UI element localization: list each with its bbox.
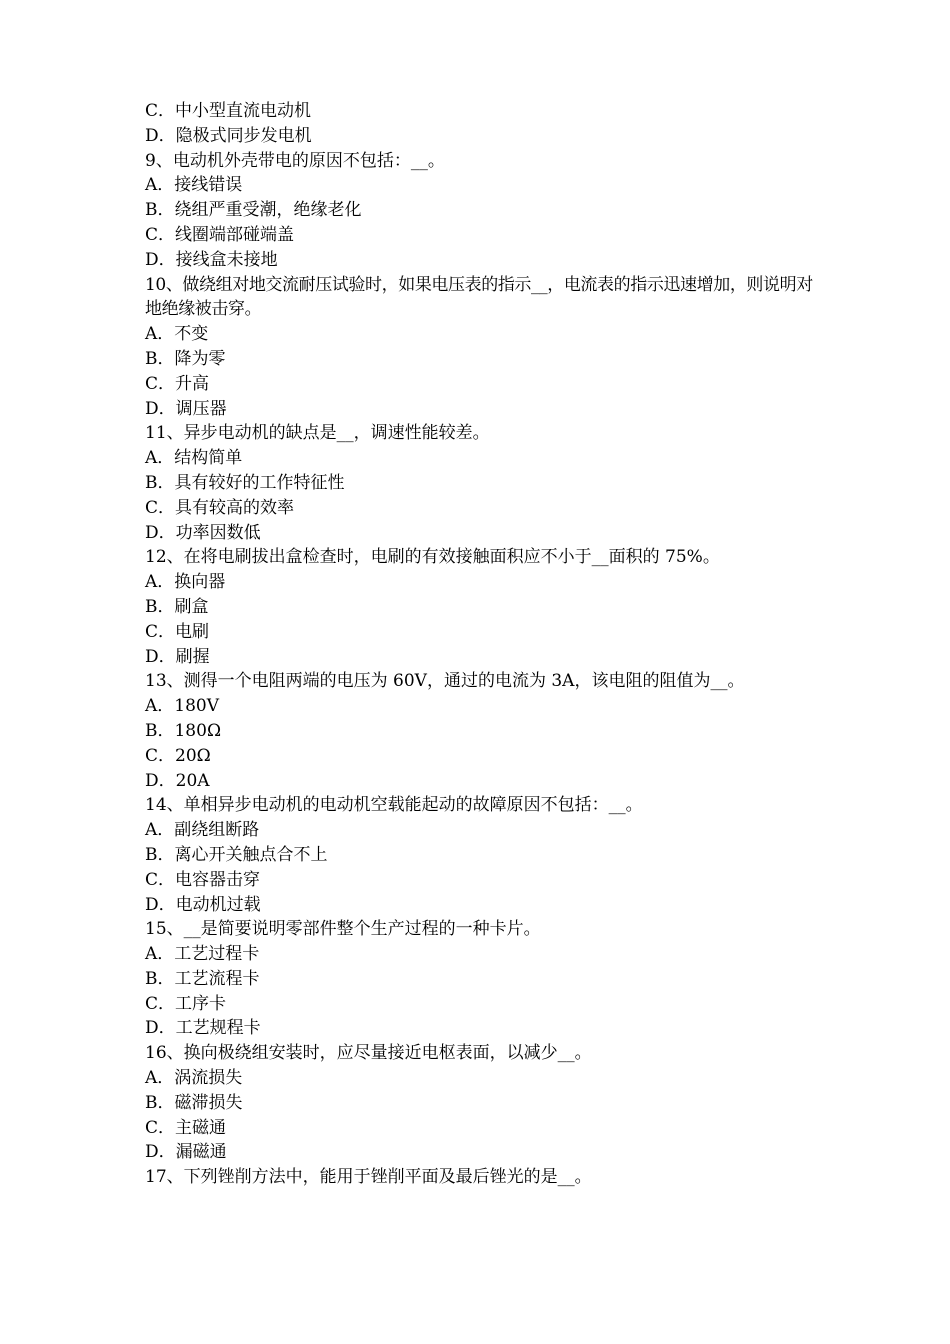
question-line: 16、换向极绕组安装时，应尽量接近电枢表面，以减少__。 (145, 1043, 592, 1064)
question-line: 13、测得一个电阻两端的电压为 60V，通过的电流为 3A，该电阻的阻值为__。 (145, 671, 745, 692)
option-line: B．离心开关触点合不上 (145, 844, 328, 865)
option-line: C．主磁通 (145, 1117, 227, 1138)
option-line: A．接线错误 (145, 175, 243, 196)
question-line: 15、__是简要说明零部件整个生产过程的一种卡片。 (145, 919, 541, 940)
option-line: D．功率因数低 (145, 522, 261, 543)
option-line: B．刷盒 (145, 596, 209, 617)
option-line: B．具有较好的工作特征性 (145, 472, 345, 493)
option-line: D．工艺规程卡 (145, 1018, 261, 1039)
option-line: C．电刷 (145, 621, 210, 642)
option-line: B．磁滞损失 (145, 1092, 243, 1113)
option-line: B．工艺流程卡 (145, 968, 260, 989)
option-line: D．调压器 (145, 398, 227, 419)
option-line: C．20Ω (145, 745, 211, 766)
question-line: 10、做绕组对地交流耐压试验时，如果电压表的指示__，电流表的指示迅速增加，则说明对地绝缘被击穿。 (145, 274, 813, 320)
question-line: 17、下列锉削方法中，能用于锉削平面及最后锉光的是__。 (145, 1167, 592, 1188)
option-line: A．副绕组断路 (145, 820, 260, 841)
option-line: C．升高 (145, 373, 210, 394)
option-line: D．20A (145, 770, 210, 791)
option-line: B．绕组严重受潮，绝缘老化 (145, 200, 362, 221)
question-line: 11、异步电动机的缺点是__，调速性能较差。 (145, 423, 490, 444)
option-line: D．隐极式同步发电机 (145, 125, 312, 146)
option-line: B．180Ω (145, 720, 222, 741)
option-line: A．涡流损失 (145, 1068, 243, 1089)
option-line: D．接线盒未接地 (145, 249, 278, 270)
option-line: D．漏磁通 (145, 1142, 227, 1163)
option-line: C．具有较高的效率 (145, 497, 295, 518)
option-line: A．工艺过程卡 (145, 944, 260, 965)
option-line: A．不变 (145, 324, 209, 345)
question-line: 14、单相异步电动机的电动机空载能起动的故障原因不包括：__。 (145, 795, 643, 816)
option-line: C．工序卡 (145, 993, 227, 1014)
option-line: C．线圈端部碰端盖 (145, 224, 295, 245)
option-line: C．电容器击穿 (145, 869, 261, 890)
question-line: 9、电动机外壳带电的原因不包括：__。 (145, 150, 445, 171)
option-line: A．结构简单 (145, 448, 243, 469)
option-line: B．降为零 (145, 348, 226, 369)
option-line: A．180V (145, 696, 220, 717)
option-line: D．刷握 (145, 646, 210, 667)
option-line: A．换向器 (145, 572, 226, 593)
option-line: D．电动机过载 (145, 894, 261, 915)
option-line: C．中小型直流电动机 (145, 101, 312, 121)
question-line: 12、在将电刷拔出盒检查时，电刷的有效接触面积应不小于__面积的 75%。 (145, 547, 720, 568)
question-list (145, 99, 815, 1190)
